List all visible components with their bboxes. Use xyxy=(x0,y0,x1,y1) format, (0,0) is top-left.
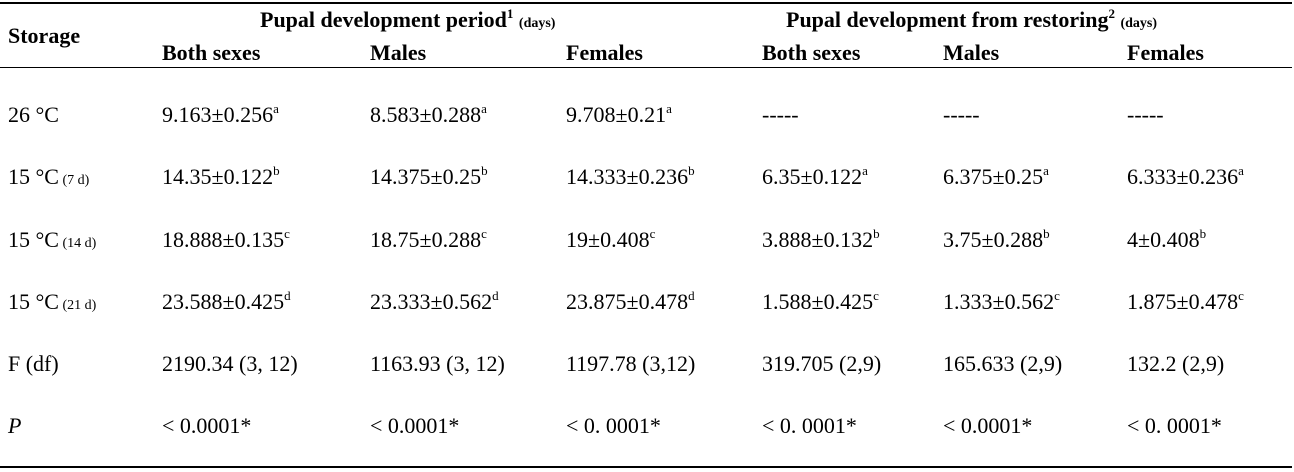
table-cell: 2190.34 (3, 12) xyxy=(162,351,298,376)
table-cell: 23.588±0.425$^d$ xyxy=(162,288,291,314)
row-label-note: (21 d) xyxy=(58,298,97,313)
significance-letter: c xyxy=(1054,288,1060,303)
table-cell: < 0.0001* xyxy=(162,413,252,438)
table-cell: 8.583±0.288$^a$ xyxy=(370,101,487,127)
significance-letter: a xyxy=(1238,163,1244,178)
table-cell: 1.875±0.478$^c$ xyxy=(1127,288,1244,314)
row-label: 15 °C (7 d) xyxy=(8,164,90,189)
table-cell: 9.163±0.256$^a$ xyxy=(162,101,279,127)
table-cell: < 0.0001* xyxy=(370,413,460,438)
table-cell: 3.75±0.288$^b$ xyxy=(943,226,1050,252)
table-bottom-rule xyxy=(0,466,1292,468)
significance-letter: c xyxy=(1238,288,1244,303)
significance-letter: b xyxy=(688,163,695,178)
row-label-note: (14 d) xyxy=(58,236,97,251)
significance-letter: b xyxy=(873,226,880,241)
significance-letter: d xyxy=(284,288,291,303)
storage-header: Storage xyxy=(8,23,81,48)
column-header: Males xyxy=(943,40,1000,65)
significance-letter: a xyxy=(862,163,868,178)
significance-letter: c xyxy=(873,288,879,303)
group2-title: Pupal development from restoring xyxy=(786,7,1109,32)
table-cell: < 0. 0001* xyxy=(762,413,857,438)
row-label: 15 °C (21 d) xyxy=(8,289,97,314)
table-cell: 14.35±0.122$^b$ xyxy=(162,163,280,189)
column-header: Both sexes xyxy=(762,40,861,65)
table-cell: 19±0.408$^c$ xyxy=(566,226,656,252)
group2-footnote-mark: 2 xyxy=(1108,6,1115,21)
significance-letter: d xyxy=(492,288,499,303)
table-cell: < 0. 0001* xyxy=(1127,413,1222,438)
column-header: Males xyxy=(370,40,427,65)
group1-title: Pupal development period xyxy=(260,7,507,32)
table-cell: ----- xyxy=(943,102,980,127)
table-cell: 4±0.408$^b$ xyxy=(1127,226,1207,252)
significance-letter: a xyxy=(666,101,672,116)
row-label: F (df) xyxy=(8,351,59,376)
table-cell: 23.875±0.478$^d$ xyxy=(566,288,695,314)
table-cell: 1163.93 (3, 12) xyxy=(370,351,505,376)
table-cell: 1.588±0.425$^c$ xyxy=(762,288,879,314)
table-cell: < 0.0001* xyxy=(943,413,1033,438)
significance-letter: b xyxy=(273,163,280,178)
row-label: P xyxy=(8,413,22,438)
column-header: Females xyxy=(1127,40,1204,65)
column-header: Females xyxy=(566,40,643,65)
significance-letter: c xyxy=(284,226,290,241)
table-cell: 132.2 (2,9) xyxy=(1127,351,1225,376)
table-cell: < 0. 0001* xyxy=(566,413,661,438)
group1-unit: (days) xyxy=(518,16,556,31)
table-top-rule xyxy=(0,2,1292,4)
significance-letter: b xyxy=(1043,226,1050,241)
table-cell: 3.888±0.132$^b$ xyxy=(762,226,880,252)
table-cell: 6.35±0.122$^a$ xyxy=(762,163,868,189)
table-cell: 18.75±0.288$^c$ xyxy=(370,226,487,252)
significance-letter: a xyxy=(1043,163,1049,178)
row-label: 15 °C (14 d) xyxy=(8,227,97,252)
table-cell: 6.333±0.236$^a$ xyxy=(1127,163,1244,189)
table-cell: 18.888±0.135$^c$ xyxy=(162,226,290,252)
significance-letter: d xyxy=(688,288,695,303)
group1-footnote-mark: 1 xyxy=(506,6,514,21)
significance-letter: b xyxy=(481,163,488,178)
table-cell: 6.375±0.25$^a$ xyxy=(943,163,1049,189)
significance-letter: c xyxy=(649,226,656,241)
table-cell: ----- xyxy=(762,102,799,127)
table-cell: 14.333±0.236$^b$ xyxy=(566,163,695,189)
group2-unit: (days) xyxy=(1120,16,1157,31)
table-cell: 165.633 (2,9) xyxy=(943,351,1063,376)
significance-letter: a xyxy=(273,101,279,116)
table-cell: 1197.78 (3,12) xyxy=(566,351,696,376)
row-label-note: (7 d) xyxy=(58,173,90,188)
table-cell: ----- xyxy=(1127,102,1164,127)
significance-letter: a xyxy=(481,101,487,116)
group2-header xyxy=(786,6,1157,32)
table-cell: 1.333±0.562$^c$ xyxy=(943,288,1060,314)
group1-header xyxy=(260,6,556,32)
column-header: Both sexes xyxy=(162,40,261,65)
table-cell: 319.705 (2,9) xyxy=(762,351,882,376)
table-header-rule xyxy=(0,67,1292,68)
table-cell: 9.708±0.21$^a$ xyxy=(566,101,672,127)
row-label: 26 °C xyxy=(8,102,59,127)
significance-letter: c xyxy=(481,226,487,241)
table-cell: 23.333±0.562$^d$ xyxy=(370,288,499,314)
significance-letter: b xyxy=(1199,226,1207,241)
table-cell: 14.375±0.25$^b$ xyxy=(370,163,488,189)
